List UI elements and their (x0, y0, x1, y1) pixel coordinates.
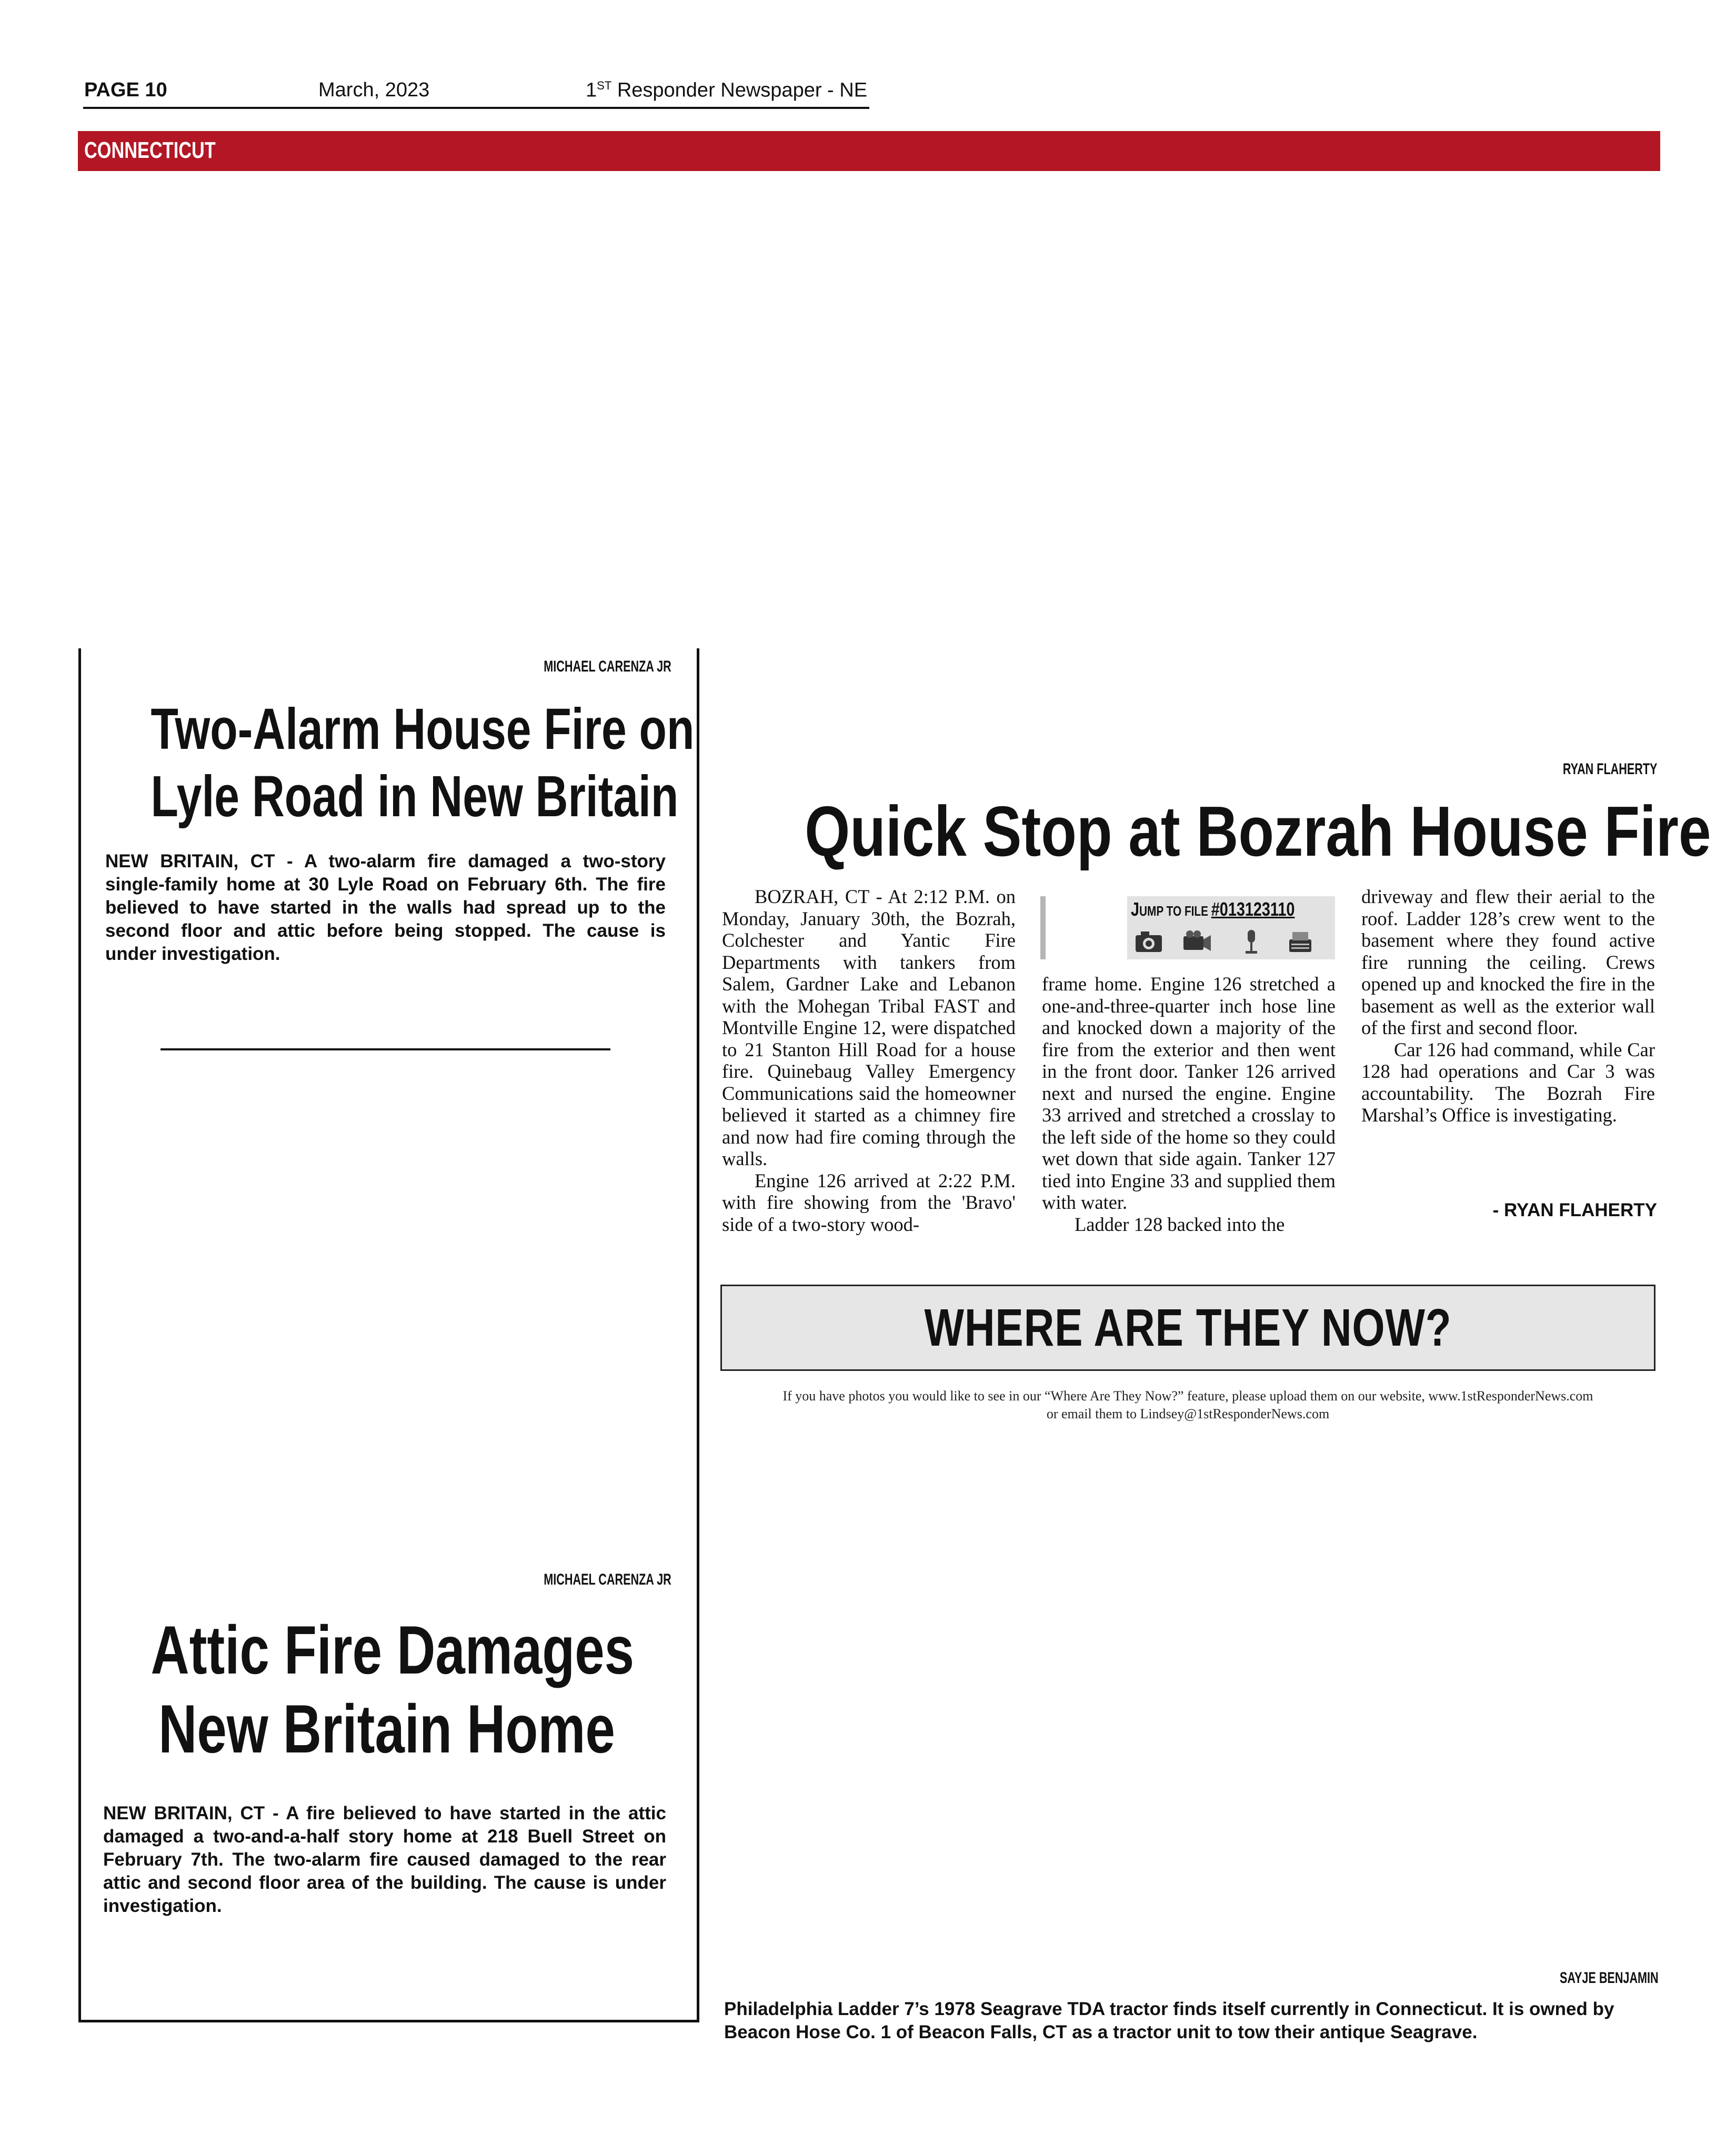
typewriter-icon (1285, 928, 1316, 955)
jump-to-file-label[interactable]: JUMP TO FILE #013123110 (1131, 898, 1295, 920)
video-camera-icon (1181, 928, 1212, 955)
section-banner (78, 131, 1660, 171)
headline: Two-Alarm House Fire on Lyle Road in New Britain (150, 697, 695, 829)
photo-credit: SAYJE BENJAMIN (1560, 1969, 1659, 1987)
where-are-they-now-banner (720, 1285, 1655, 1371)
article-column-2 (1042, 973, 1336, 1235)
banner-title: WHERE ARE THEY NOW? (924, 1298, 1452, 1357)
paragraph: Ladder 128 backed into the (1075, 1213, 1285, 1235)
paragraph: frame home. Engine 126 stretched a one-and-three-quarter inch hose line and knocked down a majority of the fire from the exterior and then went in the front door. Tanker 126 arrived next and nursed the engine. Engine 33 arrived and stretched a crosslay to the left side of the home so they could wet down that side again. Tanker 127 tied into Engine 33 and supplied them with water. (1042, 973, 1336, 1213)
file-number[interactable]: #013123110 (1211, 898, 1295, 920)
paragraph: Engine 126 arrived at 2:22 P.M. with fire showing from the 'Bravo' side of a two-story wood- (722, 1169, 1016, 1235)
photo-credit: RYAN FLAHERTY (1562, 760, 1657, 778)
article-column-3 (1361, 886, 1655, 1126)
paragraph: BOZRAH, CT - At 2:12 P.M. on Monday, January 30th, the Bozrah, Colchester and Yantic Fire Departments with tankers from Salem, Gardner Lake and Lebanon with the Mohegan Tribal FAST and Montville Engine 12, were dispatched to 21 Stanton Hill Road for a house fire. Quinebaug Valley Emergency Communications said the homeowner believed it started as a chimney fire and now had fire coming through the walls. (722, 886, 1016, 1169)
microphone-icon (1236, 928, 1267, 955)
section-label: CONNECTICUT (84, 137, 216, 163)
headline: Quick Stop at Bozrah House Fire (805, 792, 1711, 871)
paragraph: Car 126 had command, while Car 128 had operations and Car 3 was accountability. The Bozrah Fire Marshal’s Office is investigating. (1361, 1038, 1655, 1126)
photo-credit: MICHAEL CARENZA JR (544, 1571, 671, 1588)
divider-rule (160, 1048, 610, 1050)
issue-date: March, 2023 (318, 79, 430, 101)
page-number: PAGE 10 (84, 79, 167, 101)
article-column-1 (722, 886, 1016, 1235)
jump-to-file-box[interactable] (1040, 896, 1335, 959)
camera-icon (1133, 928, 1164, 955)
headline: Attic Fire Damages New Britain Home (150, 1611, 635, 1767)
photo-caption: Philadelphia Ladder 7’s 1978 Seagrave TDA tractor finds itself currently in Connecticut. It is owned by Beacon Hose Co. 1 of Beacon Falls, CT as a tractor unit to tow their antique Seagrave. (724, 1999, 1614, 2042)
paragraph: driveway and flew their aerial to the roof. Ladder 128’s crew went to the basement where they found active fire running the ceiling. Crews opened up and knocked the fire in the basement as well as the exterior wall of the first and second floor. (1361, 886, 1655, 1038)
photo-credit: MICHAEL CARENZA JR (544, 658, 671, 675)
publication-name: 1ST Responder Newspaper - NE (586, 79, 868, 102)
submission-note: If you have photos you would like to see in our “Where Are They Now?” feature, please upload them on our website, www.1stResponderNews.com or email them to Lindsey@1stResponderNews.com (782, 1388, 1593, 1421)
jump-box-accent-bar (1040, 896, 1046, 959)
story-lede: NEW BRITAIN, CT - A two-alarm fire damaged a two-story single-family home at 30 Lyle Road on February 6th. The fire believed to have started in the walls had spread up to the second floor and attic before being stopped. The cause is under investigation. (105, 851, 666, 964)
header-rule (83, 107, 869, 109)
byline-signoff: - RYAN FLAHERTY (1492, 1200, 1657, 1220)
story-lede: NEW BRITAIN, CT - A fire believed to have started in the attic damaged a two-and-a-half story home at 218 Buell Street on February 7th. The two-alarm fire caused damaged to the rear attic and second floor area of the building. The cause is under investigation. (103, 1803, 666, 1916)
